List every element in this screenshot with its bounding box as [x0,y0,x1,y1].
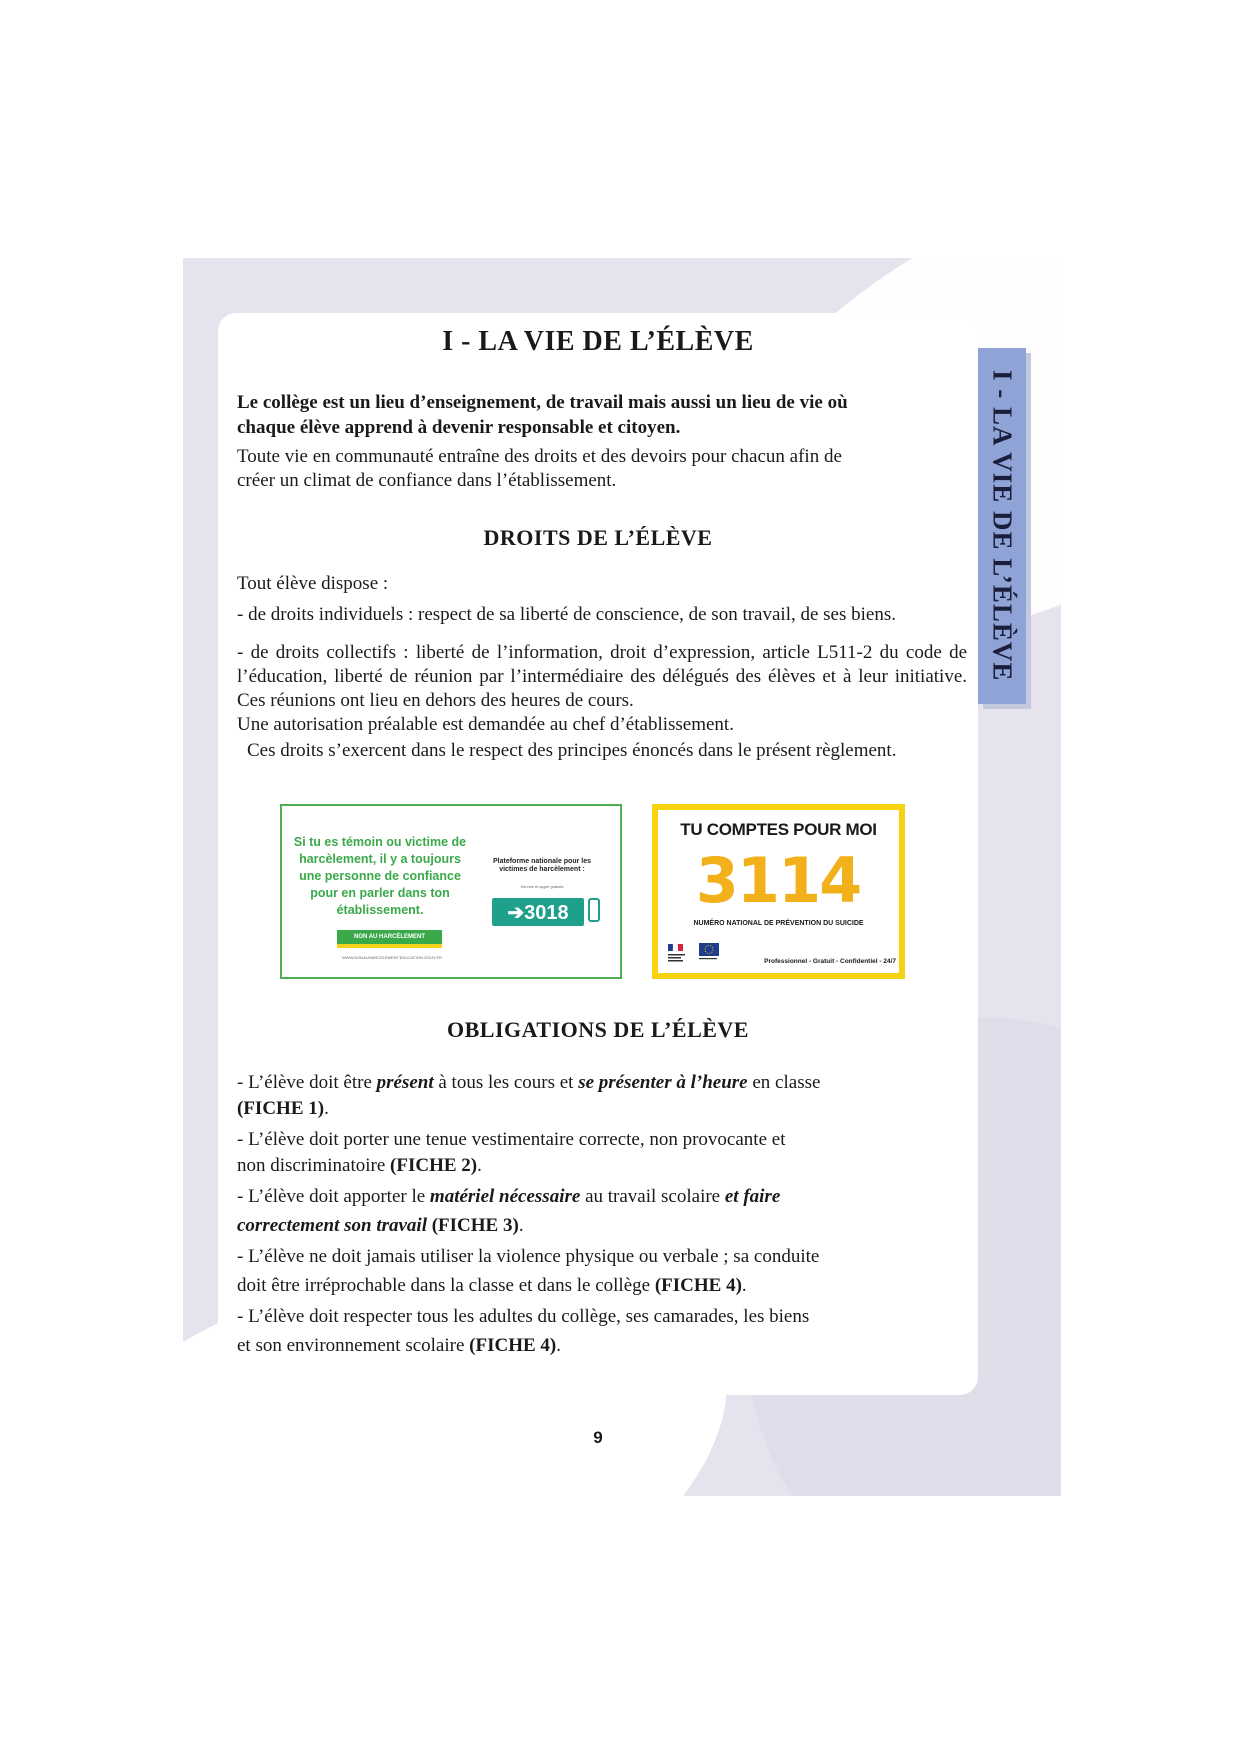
poster-harcelement-number: ➔3018 [492,898,584,926]
poster-harcelement-platform: Plateforme nationale pour les victimes de harcèlement : [492,858,592,873]
eu-flag-icon [698,942,722,962]
obligation-item: - L’élève doit respecter tous les adultes du collège, ses camarades, les biens et son environnement scolaire (FICHE 4). [237,1306,810,1356]
obligation-item: - L’élève doit apporter le matériel nécessaire au travail scolaire et faire correctement son travail (FICHE 3). [237,1186,781,1236]
intro-lead-line: chaque élève apprend à devenir responsable et citoyen. [237,417,681,438]
poster-harcelement-url: WWW.NONAUHARCELEMENT.EDUCATION.GOUV.FR [342,955,442,960]
droits-intro: Tout élève dispose : [237,573,389,594]
droits-item: Ces droits s’exercent dans le respect des principes énoncés dans le présent règlement. [247,740,897,761]
poster-suicide-number: 3114 [695,844,861,917]
obligation-item: - L’élève ne doit jamais utiliser la violence physique ou verbale ; sa conduite doit être irréprochable dans la classe et dans le collège (FICHE 4). [237,1246,820,1296]
intro-text-line: Toute vie en communauté entraîne des droits et des devoirs pour chacun afin de [237,446,842,467]
page-title: I - LA VIE DE L’ÉLÈVE [442,326,754,357]
droits-item: - de droits collectifs : liberté de l’information, droit d’expression, article L511-2 du code de l’éducation, liberté de réunion par l’intermédiaire des délégués des élèves et à leur initiative. Ces réunions ont lieu en dehors des heures de cours. [237,642,967,711]
droits-item: - de droits individuels : respect de sa liberté de conscience, de son travail, de ses biens. [237,604,896,625]
badge-underline [337,944,442,948]
poster-suicide-footer: Professionnel - Gratuit - Confidentiel - 24/7 [764,958,896,965]
poster-harcelement [280,804,622,979]
intro-text-line: créer un climat de confiance dans l’établissement. [237,470,617,491]
section-heading-obligations: OBLIGATIONS DE L’ÉLÈVE [447,1017,749,1042]
obligation-item: - L’élève doit porter une tenue vestimentaire correcte, non provocante et non discriminatoire (FICHE 2). [237,1129,786,1176]
page-number: 9 [593,1428,603,1447]
poster-harcelement-badge: NON AU HARCÈLEMENT [337,930,442,944]
intro-lead [237,390,967,440]
obligation-item: - L’élève doit être présent à tous les cours et se présenter à l’heure en classe (FICHE 1). [237,1072,821,1119]
section-heading-droits: DROITS DE L’ÉLÈVE [483,525,713,550]
droits-item: Une autorisation préalable est demandée au chef d’établissement. [237,714,734,735]
poster-suicide [652,804,905,979]
side-tab-label: I - LA VIE DE L’ÉLÈVE [987,370,1018,682]
poster-suicide-title: TU COMPTES POUR MOI [680,820,877,839]
poster-suicide-subtitle: NUMÉRO NATIONAL DE PRÉVENTION DU SUICIDE [693,920,864,927]
intro-lead-line: Le collège est un lieu d’enseignement, de travail mais aussi un lieu de vie où [237,392,848,413]
poster-harcelement-platform-sub: Service et appel gratuits [520,884,564,889]
poster-harcelement-text: Si tu es témoin ou victime de harcèlement, il y a toujours une personne de confiance pour en parler dans ton établissement. [293,835,467,917]
intro-text [237,445,967,493]
side-tab-label-wrap [978,348,1026,704]
republique-logo-icon [666,942,688,966]
phone-icon [588,898,600,922]
